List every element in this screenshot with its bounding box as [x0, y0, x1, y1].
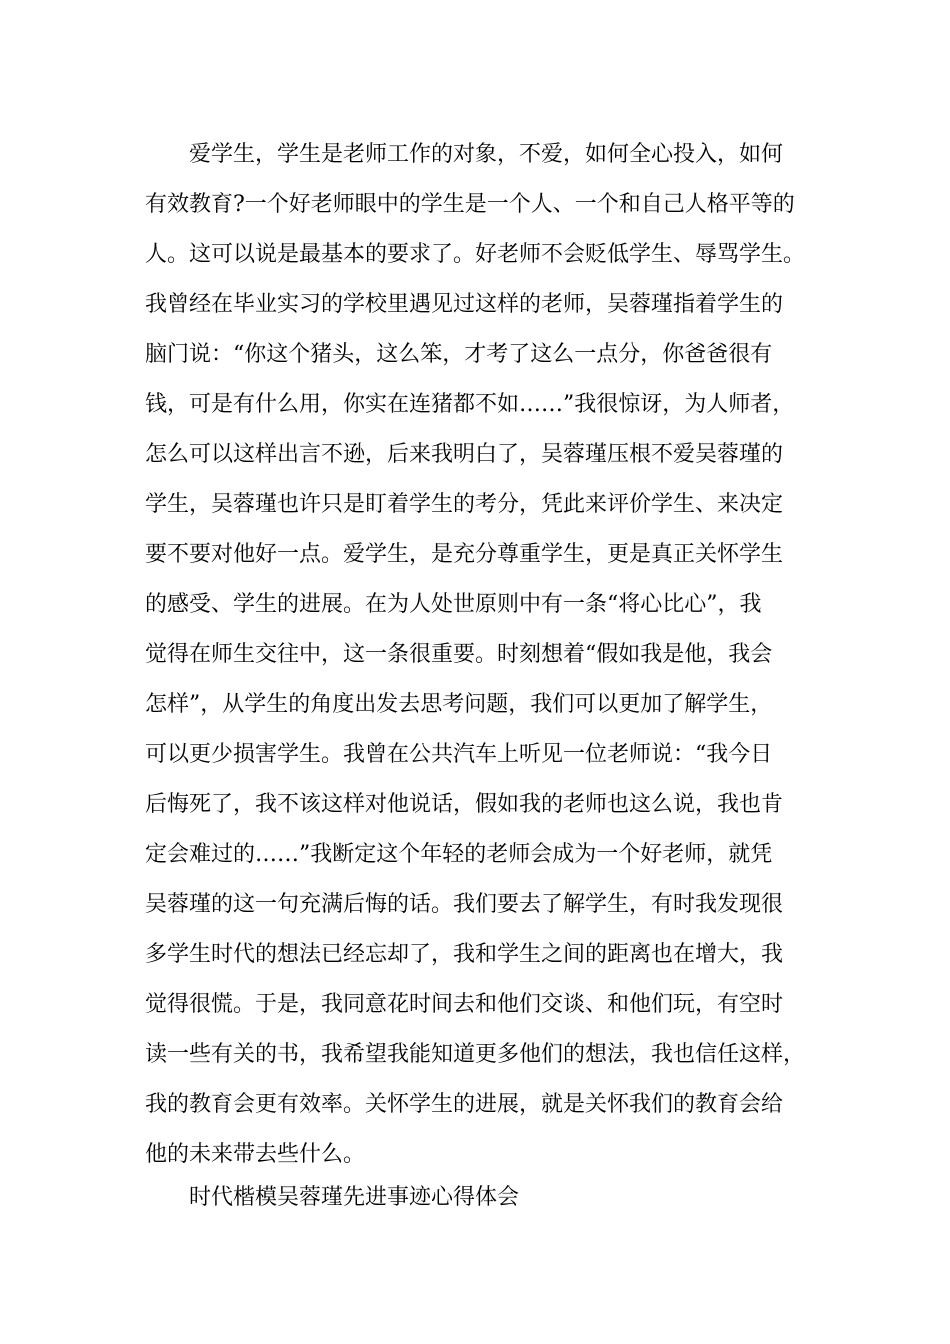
paragraph-line: 我的教育会更有效率。关怀学生的进展，就是关怀我们的教育会给 — [145, 1092, 784, 1117]
paragraph-line: 有效教育?一个好老师眼中的学生是一个人、一个和自己人格平等的 — [145, 192, 795, 217]
paragraph-line: 人。这可以说是最基本的要求了。好老师不会贬低学生、辱骂学生。 — [145, 242, 806, 267]
body-paragraph — [145, 130, 825, 1180]
paragraph-line: 可以更少损害学生。我曾在公共汽车上听见一位老师说：“我今日 — [145, 742, 773, 767]
paragraph-line: 吴蓉瑾的这一句充满后悔的话。我们要去了解学生，有时我发现很 — [145, 892, 784, 917]
paragraph-line: 读一些有关的书，我希望我能知道更多他们的想法，我也信任这样， — [145, 1042, 806, 1067]
section-heading: 时代楷模吴蓉瑾先进事迹心得体会 — [189, 1185, 520, 1210]
paragraph-line: 怎么可以这样出言不逊，后来我明白了，吴蓉瑾压根不爱吴蓉瑾的 — [145, 442, 784, 467]
paragraph-line: 学生，吴蓉瑾也许只是盯着学生的考分，凭此来评价学生、来决定 — [145, 492, 784, 517]
paragraph-line: 脑门说：“你这个猪头，这么笨，才考了这么一点分，你爸爸很有 — [145, 342, 773, 367]
paragraph-line: 爱学生，学生是老师工作的对象，不爱，如何全心投入，如何 — [189, 142, 784, 167]
paragraph-line: 怎样”，从学生的角度出发去思考问题，我们可以更加了解学生， — [145, 692, 773, 717]
paragraph-line: 钱，可是有什么用，你实在连猪都不如……”我很惊讶，为人师者， — [145, 392, 795, 417]
paragraph-line: 觉得在师生交往中，这一条很重要。时刻想着“假如我是他，我会 — [145, 642, 773, 667]
paragraph-line: 觉得很慌。于是，我同意花时间去和他们交谈、和他们玩，有空时 — [145, 992, 784, 1017]
paragraph-line: 定会难过的……”我断定这个年轻的老师会成为一个好老师，就凭 — [145, 842, 773, 867]
paragraph-line: 后悔死了，我不该这样对他说话，假如我的老师也这么说，我也肯 — [145, 792, 784, 817]
paragraph-line: 我曾经在毕业实习的学校里遇见过这样的老师，吴蓉瑾指着学生的 — [145, 292, 784, 317]
paragraph-line: 要不要对他好一点。爱学生，是充分尊重学生，更是真正关怀学生 — [145, 542, 784, 567]
paragraph-line: 多学生时代的想法已经忘却了，我和学生之间的距离也在增大，我 — [145, 942, 784, 967]
paragraph-line: 的感受、学生的进展。在为人处世原则中有一条“将心比心”，我 — [145, 592, 762, 617]
paragraph-line: 他的未来带去些什么。 — [145, 1142, 366, 1167]
